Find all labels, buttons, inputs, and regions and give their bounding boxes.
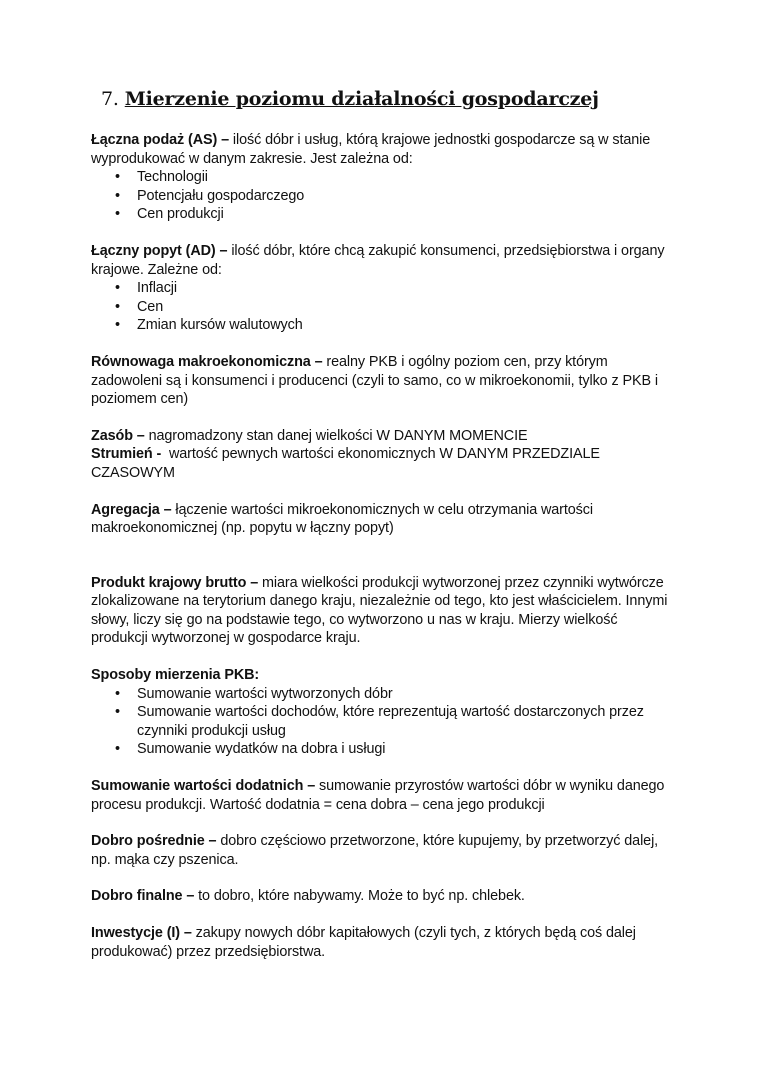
heading-title: Mierzenie poziomu działalności gospodarczej xyxy=(124,88,599,110)
definition-gdp: miara wielkości produkcji wytworzonej przez czynniki wytwórcze zlokalizowane na terytorium danego kraju, niezależnie od tego, kto jest właścicielem. Innymi słowy, liczy się go na podstawie tego, co wytworzono u nas w kraju. Mierzy wielkość produkcji wytworzonej w gospodarce kraju. xyxy=(91,574,668,647)
list-item: • Inflacji xyxy=(91,279,670,298)
paragraph-stock xyxy=(91,427,670,446)
definition-aggregate-supply: ilość dóbr i usług, którą krajowe jednostki gospodarcze są w stanie wyprodukować w danym zakresie. Jest zależna od: xyxy=(91,132,651,167)
list-aggregate-supply-factors xyxy=(91,168,670,224)
definition-final-good: to dobro, które nabywamy. Może to być np. chlebek. xyxy=(194,888,525,905)
paragraph-aggregation xyxy=(91,501,670,538)
paragraph-value-added xyxy=(91,777,670,814)
term-equilibrium: Równowaga makroekonomiczna – xyxy=(91,353,323,370)
term-aggregate-demand: Łączny popyt (AD) – xyxy=(91,242,228,259)
list-item: • Zmian kursów walutowych xyxy=(91,316,670,335)
term-aggregate-supply: Łączna podaż (AS) – xyxy=(91,132,230,148)
term-gdp-methods: Sposoby mierzenia PKB: xyxy=(91,667,260,684)
paragraph-aggregate-demand xyxy=(91,242,670,279)
paragraph-final-good xyxy=(91,887,670,906)
list-item: • Sumowanie wartości wytworzonych dóbr xyxy=(91,685,670,704)
term-investment: Inwestycje (I) – xyxy=(91,925,192,941)
definition-aggregate-demand: ilość dóbr, które chcą zakupić konsumenci, przedsiębiorstwa i organy krajowe. Zależne od: xyxy=(91,242,665,278)
term-flow: Strumień - xyxy=(91,446,162,463)
definition-aggregation: łączenie wartości mikroekonomicznych w celu otrzymania wartości makroekonomicznej (np. popytu w łączny popyt) xyxy=(91,501,593,537)
list-aggregate-demand-factors xyxy=(91,279,670,335)
term-value-added: Sumowanie wartości dodatnich – xyxy=(91,778,316,795)
paragraph-intermediate-good xyxy=(91,832,670,869)
paragraph-gdp xyxy=(91,574,670,648)
paragraph-flow xyxy=(91,445,670,482)
list-item: • Sumowanie wydatków na dobra i usługi xyxy=(91,740,670,759)
section-heading xyxy=(101,88,670,110)
list-item: • Technologii xyxy=(91,168,670,187)
term-intermediate-good: Dobro pośrednie – xyxy=(91,833,217,850)
paragraph-equilibrium xyxy=(91,353,670,409)
definition-investment: zakupy nowych dóbr kapitałowych (czyli tych, z których będą coś dalej produkować) przez przedsiębiorstwa. xyxy=(91,925,636,960)
list-item: • Cen xyxy=(91,298,670,317)
list-gdp-methods xyxy=(91,685,670,759)
list-item: • Cen produkcji xyxy=(91,205,670,224)
term-gdp: Produkt krajowy brutto – xyxy=(91,574,259,591)
term-stock: Zasób – xyxy=(91,427,145,444)
paragraph-gdp-methods xyxy=(91,666,670,685)
definition-stock: nagromadzony stan danej wielkości W DANYM MOMENCIE xyxy=(144,427,528,444)
list-item: • Sumowanie wartości dochodów, które reprezentują wartość dostarczonych przez czynniki produkcji usług xyxy=(91,703,670,740)
term-final-good: Dobro finalne – xyxy=(91,888,195,905)
definition-intermediate-good: dobro częściowo przetworzone, które kupujemy, by przetworzyć dalej, np. mąka czy pszenica. xyxy=(91,833,659,868)
definition-flow: wartość pewnych wartości ekonomicznych W DANYM PRZEDZIALE CZASOWYM xyxy=(91,446,604,481)
definition-value-added: sumowanie przyrostów wartości dóbr w wyniku danego procesu produkcji. Wartość dodatnia = cena dobra – cena jego produkcji xyxy=(91,778,665,813)
heading-number: 7. xyxy=(101,88,119,110)
paragraph-investment xyxy=(91,924,670,961)
term-aggregation: Agregacja – xyxy=(91,501,172,518)
paragraph-aggregate-supply xyxy=(91,131,670,168)
list-item: • Potencjału gospodarczego xyxy=(91,187,670,206)
definition-equilibrium: realny PKB i ogólny poziom cen, przy którym zadowoleni są i konsumenci i producenci (czyli to samo, co w mikroekonomii, tylko z PKB i poziomem cen) xyxy=(91,353,658,408)
